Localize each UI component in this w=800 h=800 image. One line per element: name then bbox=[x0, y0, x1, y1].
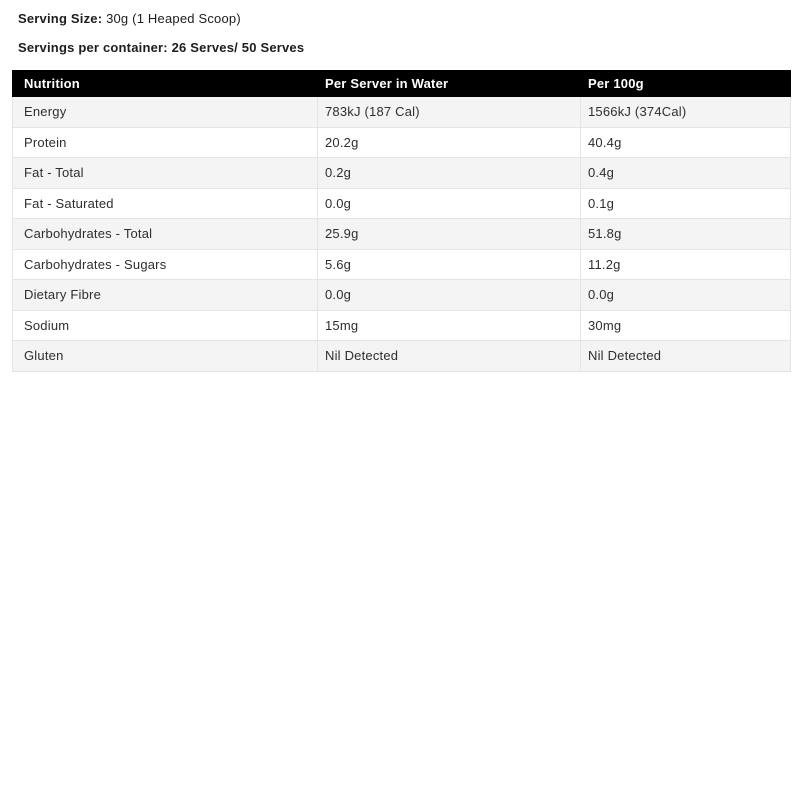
row-value-per-100g: 0.0g bbox=[581, 280, 791, 311]
row-label: Carbohydrates - Total bbox=[13, 219, 318, 250]
row-value-per-100g: 51.8g bbox=[581, 219, 791, 250]
row-label: Fat - Total bbox=[13, 158, 318, 189]
table-row bbox=[13, 280, 791, 311]
row-value-per-100g: 0.4g bbox=[581, 158, 791, 189]
nutrition-table bbox=[12, 70, 791, 372]
table-row bbox=[13, 188, 791, 219]
nutrition-table-header bbox=[13, 71, 791, 97]
row-value-per-100g: 1566kJ (374Cal) bbox=[581, 97, 791, 128]
row-value-per-100g: Nil Detected bbox=[581, 341, 791, 372]
col-header-nutrition: Nutrition bbox=[13, 71, 318, 97]
row-value-per-100g: 11.2g bbox=[581, 249, 791, 280]
row-label: Energy bbox=[13, 97, 318, 128]
row-value-per-100g: 40.4g bbox=[581, 127, 791, 158]
table-row bbox=[13, 158, 791, 189]
row-value-per-serve: 783kJ (187 Cal) bbox=[318, 97, 581, 128]
row-value-per-serve: 25.9g bbox=[318, 219, 581, 250]
servings-per-container-value: 26 Serves/ 50 Serves bbox=[171, 40, 305, 55]
table-row bbox=[13, 219, 791, 250]
row-value-per-serve: Nil Detected bbox=[318, 341, 581, 372]
table-row bbox=[13, 127, 791, 158]
row-value-per-serve: 0.2g bbox=[318, 158, 581, 189]
row-value-per-serve: 5.6g bbox=[318, 249, 581, 280]
row-label: Carbohydrates - Sugars bbox=[13, 249, 318, 280]
table-row bbox=[13, 97, 791, 128]
row-value-per-serve: 20.2g bbox=[318, 127, 581, 158]
serving-size-value: 30g (1 Heaped Scoop) bbox=[106, 11, 241, 26]
servings-per-container-label: Servings per container: bbox=[18, 40, 168, 55]
row-value-per-serve: 0.0g bbox=[318, 280, 581, 311]
servings-per-container-line bbox=[18, 40, 304, 55]
table-row bbox=[13, 341, 791, 372]
row-label: Fat - Saturated bbox=[13, 188, 318, 219]
row-label: Dietary Fibre bbox=[13, 280, 318, 311]
row-value-per-100g: 0.1g bbox=[581, 188, 791, 219]
row-value-per-100g: 30mg bbox=[581, 310, 791, 341]
col-header-per-100g: Per 100g bbox=[581, 71, 791, 97]
row-label: Gluten bbox=[13, 341, 318, 372]
serving-size-label: Serving Size: bbox=[18, 11, 103, 26]
nutrition-table-body bbox=[13, 97, 791, 372]
table-row bbox=[13, 249, 791, 280]
row-label: Protein bbox=[13, 127, 318, 158]
col-header-per-serve: Per Server in Water bbox=[318, 71, 581, 97]
row-value-per-serve: 15mg bbox=[318, 310, 581, 341]
serving-size-line bbox=[18, 11, 241, 26]
table-row bbox=[13, 310, 791, 341]
row-value-per-serve: 0.0g bbox=[318, 188, 581, 219]
row-label: Sodium bbox=[13, 310, 318, 341]
header-row bbox=[13, 71, 791, 97]
